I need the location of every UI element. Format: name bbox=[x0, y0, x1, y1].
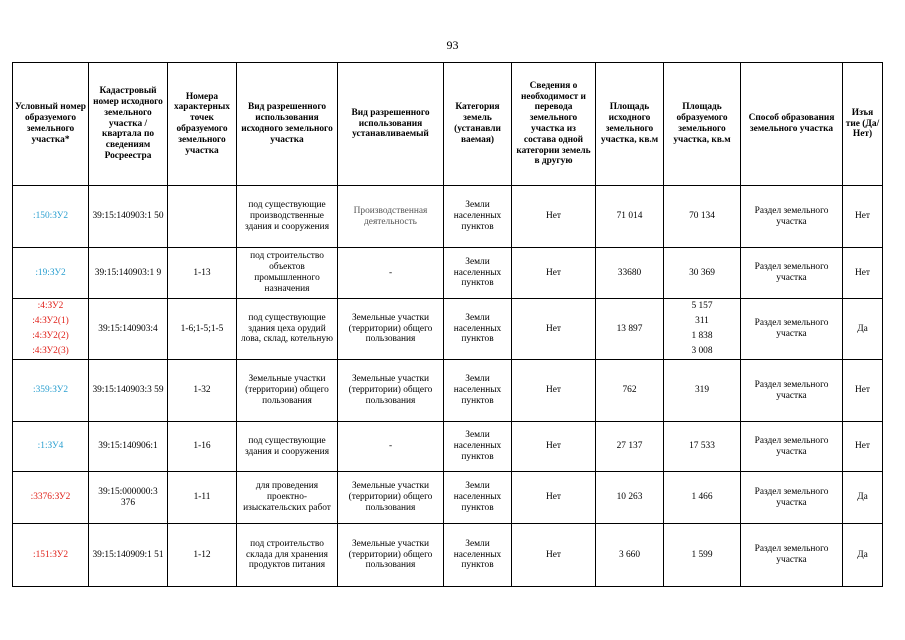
plot-id: :4:ЗУ2(3) bbox=[32, 346, 69, 356]
new-area: 30 369 bbox=[689, 267, 715, 278]
points-cell: 1-16 bbox=[168, 422, 237, 472]
points-cell bbox=[168, 186, 237, 248]
transfer-cell: Нет bbox=[512, 186, 596, 248]
new-area-cell bbox=[664, 360, 741, 422]
category-cell: Земли населенных пунктов bbox=[444, 299, 512, 360]
source-use-cell bbox=[237, 524, 338, 587]
cadastral-cell: 39:15:140906:1 bbox=[89, 422, 168, 472]
method-cell: Раздел земельного участка bbox=[741, 248, 843, 299]
new-area-cell bbox=[664, 186, 741, 248]
method-cell: Раздел земельного участка bbox=[741, 299, 843, 360]
transfer-cell: Нет bbox=[512, 248, 596, 299]
cadastral-cell: 39:15:140903:1 9 bbox=[89, 248, 168, 299]
method-cell: Раздел земельного участка bbox=[741, 422, 843, 472]
source-use-cell bbox=[237, 299, 338, 360]
category-cell: Земли населенных пунктов bbox=[444, 524, 512, 587]
plot-id-cell bbox=[13, 248, 89, 299]
header-category-transfer: Сведения о необходимост и перевода земельного участка из состава одной категории земель в другую bbox=[512, 63, 596, 186]
plot-id: :3376:ЗУ2 bbox=[30, 492, 71, 503]
seizure-cell: Нет bbox=[843, 186, 883, 248]
new-area: 1 599 bbox=[691, 549, 713, 560]
new-use-cell: - bbox=[338, 248, 444, 299]
source-area-cell: 3 660 bbox=[596, 524, 664, 587]
new-use-cell: Земельные участки (территории) общего пользования bbox=[338, 299, 444, 360]
plot-id: :150:ЗУ2 bbox=[32, 211, 69, 222]
new-area: 17 533 bbox=[689, 441, 715, 452]
header-seizure: Изъя тие (Да/ Нет) bbox=[843, 63, 883, 186]
plot-id: :4:ЗУ2(2) bbox=[32, 331, 69, 341]
new-area: 311 bbox=[695, 316, 709, 326]
source-use-text: под существующие здания цеха орудий лова, склад, котельную bbox=[240, 312, 334, 345]
transfer-cell: Нет bbox=[512, 299, 596, 360]
new-area: 5 157 bbox=[691, 301, 713, 311]
header-source-use: Вид разрешенного использования исходного земельного участка bbox=[237, 63, 338, 186]
points-cell: 1-12 bbox=[168, 524, 237, 587]
new-use-cell: Производственная деятельность bbox=[338, 186, 444, 248]
plot-id-cell bbox=[13, 360, 89, 422]
plot-id: :359:ЗУ2 bbox=[32, 385, 69, 396]
source-use-text: под существующие производственные здания и сооружения bbox=[244, 200, 330, 232]
seizure-cell: Нет bbox=[843, 248, 883, 299]
cadastral-cell: 39:15:000000:3 376 bbox=[89, 472, 168, 524]
source-area-cell: 27 137 bbox=[596, 422, 664, 472]
new-use-cell: Земельные участки (территории) общего пользования bbox=[338, 524, 444, 587]
new-area-cell bbox=[664, 472, 741, 524]
header-cadastral-number: Кадастровый номер исходного земельного участка / квартала по сведениям Росреестра bbox=[89, 63, 168, 186]
source-use-text: под строительство склада для хранения продуктов питания bbox=[246, 538, 328, 571]
table-row bbox=[13, 360, 883, 422]
header-new-use: Вид разрешенного использования устанавливаемый bbox=[338, 63, 444, 186]
seizure-cell: Нет bbox=[843, 360, 883, 422]
header-formation-method: Способ образования земельного участка bbox=[741, 63, 843, 186]
source-area-cell: 71 014 bbox=[596, 186, 664, 248]
plot-id: :19:ЗУ2 bbox=[35, 267, 66, 278]
source-use-cell bbox=[237, 248, 338, 299]
transfer-cell: Нет bbox=[512, 524, 596, 587]
new-use-cell: Земельные участки (территории) общего пользования bbox=[338, 472, 444, 524]
source-use-text: под существующие здания и сооружения bbox=[244, 435, 330, 457]
new-use-cell: Земельные участки (территории) общего пользования bbox=[338, 360, 444, 422]
table-row bbox=[13, 248, 883, 299]
header-source-area: Площадь исходного земельного участка, кв.м bbox=[596, 63, 664, 186]
plot-id-cell bbox=[13, 472, 89, 524]
source-area-cell: 13 897 bbox=[596, 299, 664, 360]
header-new-area: Площадь образуемого земельного участка, кв.м bbox=[664, 63, 741, 186]
seizure-cell: Нет bbox=[843, 422, 883, 472]
table-row bbox=[13, 299, 883, 360]
cadastral-cell: 39:15:140909:1 51 bbox=[89, 524, 168, 587]
new-area-cell bbox=[664, 299, 741, 360]
method-cell: Раздел земельного участка bbox=[741, 472, 843, 524]
land-plots-table bbox=[12, 62, 883, 587]
table-row bbox=[13, 524, 883, 587]
seizure-cell: Да bbox=[843, 472, 883, 524]
transfer-cell: Нет bbox=[512, 422, 596, 472]
source-area-cell: 33680 bbox=[596, 248, 664, 299]
new-area-cell bbox=[664, 248, 741, 299]
source-use-text: под строительство объектов промышленного назначения bbox=[250, 251, 324, 294]
plot-id: :4:ЗУ2 bbox=[37, 301, 64, 311]
table-row bbox=[13, 186, 883, 248]
method-cell: Раздел земельного участка bbox=[741, 524, 843, 587]
plot-id: :151:ЗУ2 bbox=[32, 549, 69, 560]
cadastral-cell: 39:15:140903:1 50 bbox=[89, 186, 168, 248]
category-cell: Земли населенных пунктов bbox=[444, 422, 512, 472]
new-area: 1 466 bbox=[691, 492, 713, 503]
table-row bbox=[13, 472, 883, 524]
category-cell: Земли населенных пунктов bbox=[444, 472, 512, 524]
new-use-cell: - bbox=[338, 422, 444, 472]
source-use-text: для проведения проектно-изыскательских работ bbox=[243, 481, 331, 513]
seizure-cell: Да bbox=[843, 299, 883, 360]
plot-id-cell bbox=[13, 422, 89, 472]
source-use-cell bbox=[237, 472, 338, 524]
plot-id-cell bbox=[13, 524, 89, 587]
source-use-cell bbox=[237, 186, 338, 248]
cadastral-cell: 39:15:140903:4 bbox=[89, 299, 168, 360]
source-use-cell bbox=[237, 422, 338, 472]
transfer-cell: Нет bbox=[512, 360, 596, 422]
new-area-cell bbox=[664, 524, 741, 587]
seizure-cell: Да bbox=[843, 524, 883, 587]
new-area: 70 134 bbox=[689, 211, 715, 222]
category-cell: Земли населенных пунктов bbox=[444, 248, 512, 299]
points-cell: 1-6;1-5;1-5 bbox=[168, 299, 237, 360]
category-cell: Земли населенных пунктов bbox=[444, 186, 512, 248]
method-cell: Раздел земельного участка bbox=[741, 360, 843, 422]
source-use-text: Земельные участки (территории) общего пользования bbox=[245, 374, 329, 406]
source-area-cell: 762 bbox=[596, 360, 664, 422]
plot-id-cell bbox=[13, 186, 89, 248]
header-row bbox=[13, 63, 883, 186]
source-area-cell: 10 263 bbox=[596, 472, 664, 524]
header-plot-id: Условный номер образуемого земельного участка* bbox=[13, 63, 89, 186]
plot-id: :4:ЗУ2(1) bbox=[32, 316, 69, 326]
plot-id: :1:ЗУ4 bbox=[37, 441, 64, 452]
page-number: 93 bbox=[446, 38, 459, 52]
table-row bbox=[13, 422, 883, 472]
new-area: 1 838 bbox=[691, 331, 713, 341]
source-use-cell bbox=[237, 360, 338, 422]
transfer-cell: Нет bbox=[512, 472, 596, 524]
cadastral-cell: 39:15:140903:3 59 bbox=[89, 360, 168, 422]
new-area-cell bbox=[664, 422, 741, 472]
points-cell: 1-11 bbox=[168, 472, 237, 524]
header-points: Номера характерных точек образуемого земельного участка bbox=[168, 63, 237, 186]
header-land-category: Категория земель (устанавли ваемая) bbox=[444, 63, 512, 186]
method-cell: Раздел земельного участка bbox=[741, 186, 843, 248]
plot-id-cell bbox=[13, 299, 89, 360]
category-cell: Земли населенных пунктов bbox=[444, 360, 512, 422]
new-area: 3 008 bbox=[691, 346, 713, 356]
new-area: 319 bbox=[694, 385, 710, 396]
points-cell: 1-13 bbox=[168, 248, 237, 299]
points-cell: 1-32 bbox=[168, 360, 237, 422]
